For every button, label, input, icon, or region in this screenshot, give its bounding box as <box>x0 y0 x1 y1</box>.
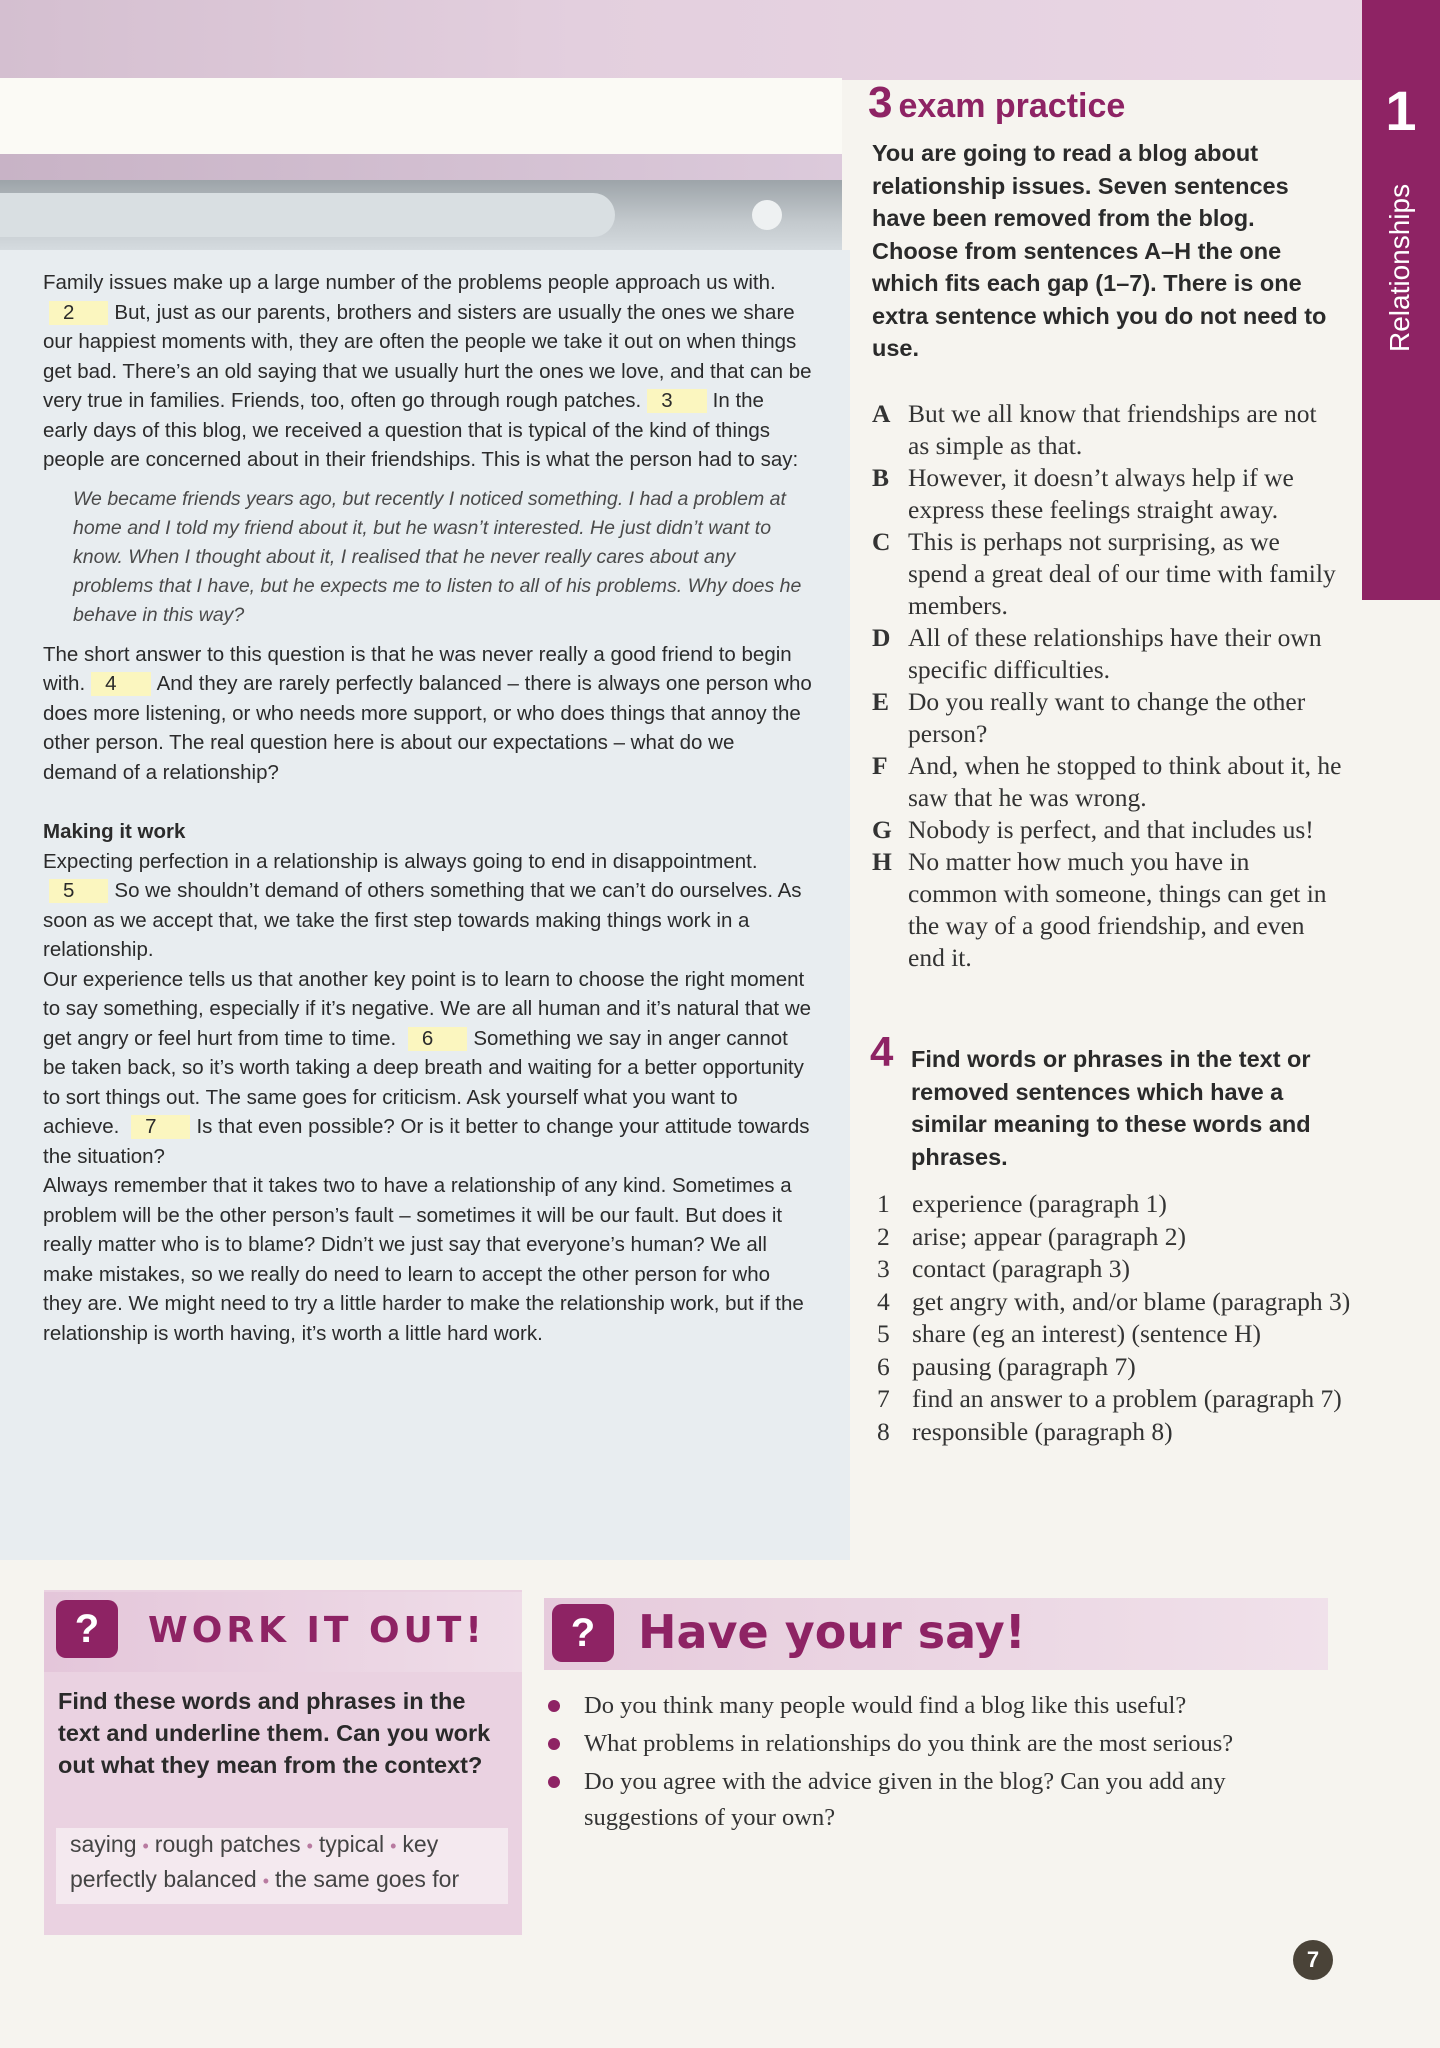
list-item: 8 responsible (paragraph 8) <box>877 1416 1173 1446</box>
option-h: H No matter how much you have in common with someone, things can get in the way of a good friendship, and even end it. <box>872 847 1327 972</box>
exercise-3-title: exam practice <box>898 87 1126 125</box>
unit-side-tab <box>1362 0 1440 600</box>
exercise-3-heading <box>868 78 1348 128</box>
blog-search-pill <box>0 193 615 237</box>
gap-5: 5 <box>49 879 108 903</box>
list-item: 2 arise; appear (paragraph 2) <box>877 1221 1186 1251</box>
vocabulary-list <box>877 1188 1357 1448</box>
option-d: D All of these relationships have their own specific difficulties. <box>872 623 1322 684</box>
exercise-3-instruction: You are going to read a blog about relationship issues. Seven sentences have been removed from the blog. Choose from sentences A–H the one which fits each gap (1–7). There is one extra sentence which you do not need to use. <box>872 140 1327 361</box>
work-it-out-instruction: Find these words and phrases in the text and underline them. Can you work out what they mean from the context? <box>58 1688 491 1778</box>
bullet-icon <box>548 1738 560 1750</box>
speech-question-icon: ? <box>552 1604 614 1662</box>
exercise-3-number: 3 <box>868 78 893 127</box>
list-item: 7 find an answer to a problem (paragraph 7) <box>877 1384 1342 1413</box>
article-paragraph-3: Expecting perfection in a relationship is always going to end in disappointment.5 So we shouldn’t demand of others something that we can’t do ourselves. As soon as we accept that, we take the first step towards making things work in a relationship. <box>43 849 802 961</box>
gap-7: 7 <box>131 1115 190 1139</box>
exercise-4-instruction: Find words or phrases in the text or removed sentences which have a similar meaning to these words and phrases. <box>911 1046 1311 1170</box>
have-your-say-title: Have your say! <box>638 1605 1026 1659</box>
gap-3: 3 <box>647 389 706 413</box>
option-e: E Do you really want to change the other person? <box>872 687 1306 748</box>
unit-label: Relationships <box>1384 183 1415 352</box>
bullet-icon <box>548 1776 560 1788</box>
option-c: C This is perhaps not surprising, as we spend a great deal of our time with family members. <box>872 527 1336 620</box>
work-it-out-word-box: saying • rough patches • typical • key perfectly balanced • the same goes for <box>56 1828 508 1904</box>
option-g: G Nobody is perfect, and that includes us! <box>872 815 1314 844</box>
list-item: Do you think many people would find a blog like this useful? <box>544 1688 1344 1724</box>
article-paragraph-2: The short answer to this question is that he was never really a good friend to begin with. 4 And they are rarely perfectly balanced – there is always one person who does more listening, or who needs more support, or who does things that annoy the other person. The real question here is about our expectations – what do we demand of a relationship? <box>43 642 812 784</box>
option-b: B However, it doesn’t always help if we express these feelings straight away. <box>872 463 1294 524</box>
option-a: A But we all know that friendships are not as simple as that. <box>872 399 1317 460</box>
gap-4: 4 <box>91 672 150 696</box>
header-accent-strip <box>0 154 842 182</box>
sentence-options <box>872 398 1342 974</box>
gap-2: 2 <box>49 301 108 325</box>
blog-header-dot <box>752 200 782 230</box>
bullet-icon <box>548 1700 560 1712</box>
question-icon: ? <box>56 1600 118 1658</box>
list-item: 1 experience (paragraph 1) <box>877 1189 1167 1218</box>
list-item: 6 pausing (paragraph 7) <box>877 1351 1136 1381</box>
article-paragraph-4: Our experience tells us that another key point is to learn to choose the right moment to say something, especially if it’s negative. We are all human and it’s natural that we get angry or feel hurt from time to time. 6 Something we say in anger cannot be taken back, so it’s worth taking a deep breath and waiting for a better opportunity to sort things out. The same goes for criticism. Ask yourself what you want to achieve. 7 Is that even possible? Or is it better to change your attitude towards the situation? <box>43 967 812 1168</box>
article-paragraph-5: Always remember that it takes two to have a relationship of any kind. Sometimes a problem will be the other person’s fault – sometimes it will be our fault. But does it really matter who is to blame? Didn’t we just say that everyone’s human? We all make mistakes, so we really do need to learn to accept the other person for who they are. We might need to try a little harder to make the relationship work, but if the relationship is worth having, it’s worth a little hard work. <box>43 1174 804 1345</box>
list-item: 5 share (eg an interest) (sentence H) <box>877 1319 1262 1348</box>
blog-article <box>43 268 813 1348</box>
page-number: 7 <box>1293 1940 1333 1980</box>
list-item: 3 contact (paragraph 3) <box>877 1254 1131 1283</box>
reader-question-quote: We became friends years ago, but recently I noticed something. I had a problem at home and I told my friend about it, but he wasn’t interested. He just didn’t want to know. When I thought about it, I realised that he never really cares about any problems that I have, but he expects me to listen to all of his problems. Why does he behave in this way? <box>73 487 802 626</box>
list-item: Do you agree with the advice given in the blog? Can you add any suggestions of your own? <box>544 1764 1344 1836</box>
list-item: What problems in relationships do you think are the most serious? <box>544 1726 1344 1762</box>
discussion-questions <box>544 1688 1344 1838</box>
unit-number: 1 <box>1385 79 1417 142</box>
header-strip <box>0 78 842 162</box>
article-paragraph-1: Family issues make up a large number of the problems people approach us with.2 But, just as our parents, brothers and sisters are usually the ones we share our happiest moments with, they are often the people we take it out on when things get bad. There’s an old saying that we usually hurt the ones we love, and that can be very true in families. Friends, too, often go through rough patches. 3 In the early days of this blog, we received a question that is typical of the kind of things people are concerned about in their friendships. This is what the person had to say: <box>43 271 812 471</box>
article-subheading: Making it work <box>43 820 186 843</box>
list-item: 4 get angry with, and/or blame (paragraph 3) <box>877 1286 1351 1316</box>
work-it-out-title: WORK IT OUT! <box>148 1610 486 1651</box>
option-f: F And, when he stopped to think about it, he saw that he was wrong. <box>872 751 1342 812</box>
exercise-4-number: 4 <box>870 1028 894 1075</box>
top-band <box>0 0 1440 80</box>
gap-6: 6 <box>408 1027 467 1051</box>
